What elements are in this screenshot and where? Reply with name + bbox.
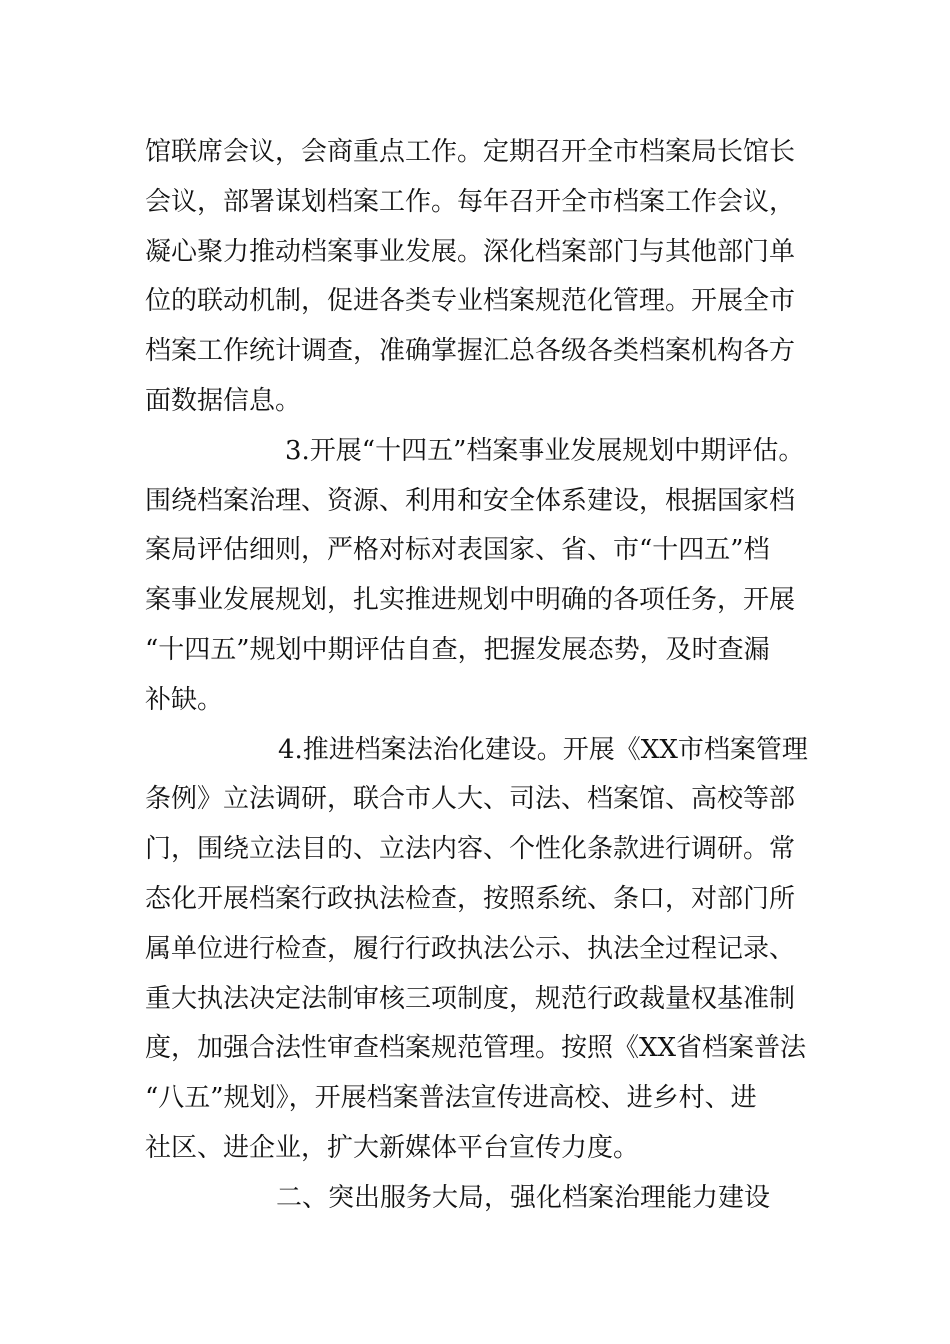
text-line: 度，加强合法性审查档案规范管理。按照《XX省档案普法 xyxy=(145,1033,807,1063)
text-line: 围绕档案治理、资源、利用和安全体系建设，根据国家档 xyxy=(145,486,796,516)
section-heading-4: 4.推进档案法治化建设。开展《XX市档案管理 xyxy=(278,735,808,765)
text-line: 条例》立法调研，联合市人大、司法、档案馆、高校等部 xyxy=(145,784,796,814)
text-line: “八五”规划》，开展档案普法宣传进高校、进乡村、进 xyxy=(145,1083,757,1113)
text-line: 馆联席会议，会商重点工作。定期召开全市档案局长馆长 xyxy=(145,137,796,167)
text-line: 案局评估细则，严格对标对表国家、省、市“十四五”档 xyxy=(145,535,770,565)
text-line: 案事业发展规划，扎实推进规划中明确的各项任务，开展 xyxy=(145,585,796,615)
section-heading-3: 3.开展“十四五”档案事业发展规划中期评估。 xyxy=(285,436,805,466)
text-line: “十四五”规划中期评估自查，把握发展态势，及时查漏 xyxy=(145,635,770,665)
text-line: 面数据信息。 xyxy=(145,386,302,416)
text-line: 重大执法决定法制审核三项制度，规范行政裁量权基准制 xyxy=(145,984,796,1014)
text-line: 属单位进行检查，履行行政执法公示、执法全过程记录、 xyxy=(145,934,796,964)
text-line: 补缺。 xyxy=(145,685,224,715)
text-line: 位的联动机制，促进各类专业档案规范化管理。开展全市 xyxy=(145,286,796,316)
text-line: 门，围绕立法目的、立法内容、个性化条款进行调研。常 xyxy=(145,834,796,864)
text-line: 社区、进企业，扩大新媒体平台宣传力度。 xyxy=(145,1133,640,1163)
text-line: 态化开展档案行政执法检查，按照系统、条口，对部门所 xyxy=(145,884,796,914)
text-line: 凝心聚力推动档案事业发展。深化档案部门与其他部门单 xyxy=(145,237,796,267)
chapter-heading: 二、突出服务大局，强化档案治理能力建设 xyxy=(276,1183,771,1213)
text-line: 会议，部署谋划档案工作。每年召开全市档案工作会议， xyxy=(145,187,796,217)
text-line: 档案工作统计调查，准确掌握汇总各级各类档案机构各方 xyxy=(145,336,796,366)
